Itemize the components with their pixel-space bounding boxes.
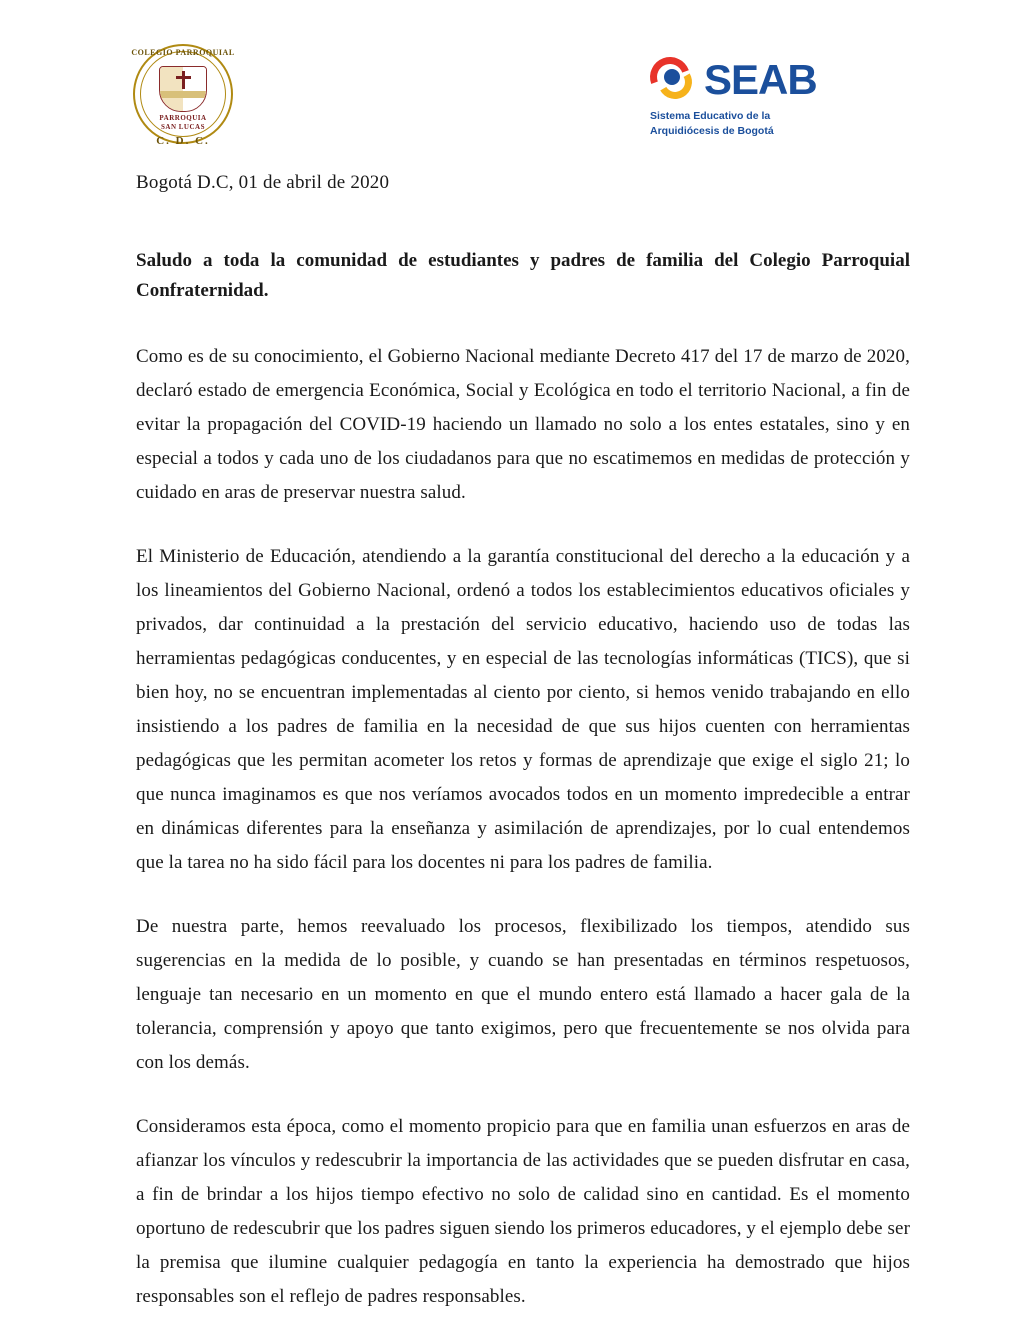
- crest-top-text: COLEGIO PARROQUIAL: [131, 48, 235, 57]
- document-date: Bogotá D.C, 01 de abril de 2020: [136, 172, 390, 193]
- document-paragraph-2: El Ministerio de Educación, atendiendo a la garantía constitucional del derecho a la educación y a los lineamientos del Gobierno Nacional, ordenó a todos los establecimientos educativos oficiales y privados, dar continuidad a la prestación del servicio educativo, haciendo uso de todas las herramientas pedagógicas conducentes, y en especial de las tecnologías informáticas (TICS), que si bien hoy, no se encuentran implementadas al ciento por ciento, si hemos venido trabajando en ello insistiendo a los padres de familia en la necesidad de que sus hijos cuenten con herramientas pedagógicas que les permitan acometer los retos y formas de aprendizaje que exige el siglo 21; lo que nunca imaginamos es que nos veríamos avocados todos en un momento impredecible a entrar en dinámicas diferentes para la enseñanza y asimilación de aprendizajes, por lo cual entendemos que la tarea no ha sido fácil para los docentes ni para los padres de familia.: [136, 546, 910, 873]
- seab-logo-icon: [642, 52, 902, 152]
- document-paragraph-3: De nuestra parte, hemos reevaluado los procesos, flexibilizado los tiempos, atendido sus sugerencias en la medida de lo posible, y cuando se han presentadas en términos respetuosos, lenguaje tan necesario en un momento en que el mundo entero está llamado a hacer gala de la tolerancia, comprensión y apoyo que tanto exigimos, pero que frecuentemente se nos olvida para con los demás.: [136, 916, 910, 1073]
- document-header: [92, 30, 932, 150]
- crest-mid-text: PARROQUIA: [159, 114, 207, 122]
- seab-swirl-icon: [648, 53, 702, 107]
- crest-shield-icon: [159, 66, 207, 112]
- seab-wordmark: SEAB: [704, 56, 817, 103]
- crest-bottom-text: SAN LUCAS: [161, 123, 205, 131]
- document-paragraph-1: Como es de su conocimiento, el Gobierno Nacional mediante Decreto 417 del 17 de marzo de 2020, declaró estado de emergencia Económica, Social y Ecológica en todo el territorio Nacional, a fin de evitar la propagación del COVID-19 haciendo un llamado no solo a los entes estatales, sino y en especial a todos y cada uno de los ciudadanos para que no escatimemos en medidas de protección y cuidado en aras de preservar nuestra salud.: [136, 346, 910, 503]
- colegio-parroquial-crest-icon: [128, 42, 238, 152]
- crest-acronym: C. D. C.: [156, 135, 210, 147]
- document-paragraph-4: Consideramos esta época, como el momento propicio para que en familia unan esfuerzos en aras de afianzar los vínculos y redescubrir la importancia de las actividades que se pueden disfrutar en casa, a fin de brindar a los hijos tiempo efectivo no solo de calidad sino en cantidad. Es el momento oportuno de redescubrir que los padres siguen siendo los primeros educadores, y el ejemplo debe ser la premisa que ilumine cualquier pedagogía en tanto la experiencia ha demostrado que hijos responsables son el reflejo de padres responsables.: [136, 1116, 910, 1307]
- document-salutation: Saludo a toda la comunidad de estudiantes y padres de familia del Colegio Parroquial Confraternidad.: [136, 250, 910, 301]
- seab-subtitle-line2: Arquidiócesis de Bogotá: [650, 125, 774, 137]
- seab-subtitle-line1: Sistema Educativo de la: [650, 110, 771, 122]
